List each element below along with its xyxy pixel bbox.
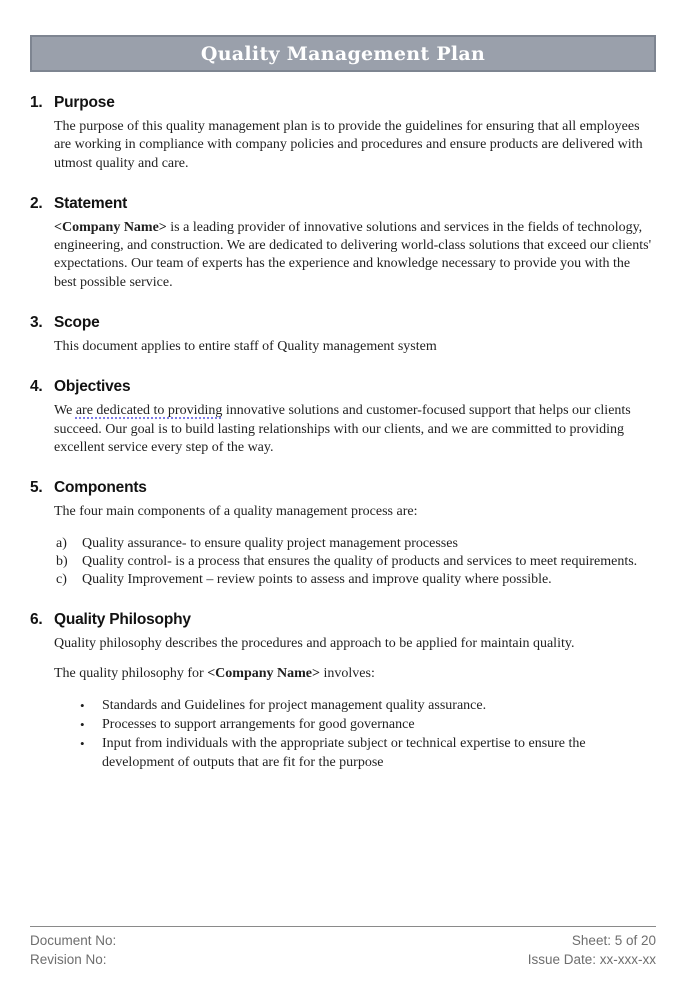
heading-number: 6. [30, 611, 43, 629]
paragraph [54, 219, 656, 292]
heading-label: Objectives [54, 378, 131, 396]
footer-row [30, 933, 656, 949]
paragraph: This document applies to entire staff of Quality management system [54, 339, 437, 355]
bullet-icon: • [80, 717, 85, 733]
revision-no-label: Revision No: [30, 952, 107, 967]
issue-date-label: Issue Date: xx-xxx-xx [527, 952, 656, 967]
bullet-list [80, 696, 656, 772]
paragraph-text: is a leading provider of innovative solutions and services in the fields of technology, engineering, and construction. We are dedicated to delivering world-class solutions that exceed our clients' expectations. Our team of experts has the experience and knowledge necessary to provide you with the best possible service. [54, 219, 652, 290]
heading-label: Statement [54, 194, 128, 212]
section-statement [30, 195, 656, 292]
heading-number: 1. [30, 94, 43, 111]
paragraph-text: We [54, 403, 76, 419]
section-components [30, 479, 656, 589]
list-item [56, 553, 656, 571]
list-item-text: Quality Improvement – review points to assess and improve quality where possible. [82, 572, 552, 588]
section-quality-philosophy [30, 611, 656, 772]
paragraph: The four main components of a quality management process are: [54, 504, 418, 520]
list-marker: c) [56, 572, 67, 588]
section-heading [30, 479, 656, 497]
section-scope [30, 314, 656, 356]
paragraph: The purpose of this quality management plan is to provide the guidelines for ensuring that all employees are working in compliance with company policies and procedures and ensure products are delivered with utmost quality and care. [54, 119, 643, 171]
list-item [56, 571, 656, 589]
company-name-placeholder: <Company Name> [207, 665, 320, 681]
section-heading [30, 314, 656, 332]
list-item-text: Quality assurance- to ensure quality project management processes [82, 535, 458, 551]
list-item-text: Standards and Guidelines for project management quality assurance. [102, 698, 487, 714]
heading-number: 4. [30, 378, 43, 396]
heading-label: Scope [54, 314, 100, 332]
paragraph: Quality philosophy describes the procedures and approach to be applied for maintain quality. [54, 636, 575, 652]
heading-label: Purpose [54, 94, 115, 111]
sheet-label: Sheet: 5 of 20 [571, 933, 656, 948]
list-marker: a) [56, 535, 67, 551]
list-marker: b) [56, 553, 68, 569]
list-item [80, 715, 656, 734]
bullet-icon: • [80, 736, 85, 752]
section-heading [30, 195, 656, 213]
page-footer [30, 926, 656, 968]
document-no-label: Document No: [30, 933, 117, 948]
list-item [80, 734, 656, 772]
document-title: Quality Management Plan [200, 42, 486, 65]
paragraph [54, 402, 656, 457]
section-heading [30, 94, 656, 112]
heading-number: 2. [30, 194, 43, 212]
footer-divider [30, 926, 656, 927]
company-name-placeholder: <Company Name> [54, 219, 167, 235]
list-item-text: Input from individuals with the appropriate subject or technical expertise to ensure the development of outputs that are fit for the purpose [102, 736, 586, 771]
heading-number: 3. [30, 314, 43, 332]
section-purpose [30, 94, 656, 173]
grammar-suggestion-underline: are dedicated to providing [75, 403, 223, 419]
list-item-text: Processes to support arrangements for good governance [102, 717, 415, 733]
title-banner [30, 35, 656, 72]
list-item [80, 696, 656, 715]
section-heading [30, 378, 656, 396]
heading-number: 5. [30, 479, 43, 497]
list-item [56, 535, 656, 553]
footer-row [30, 952, 656, 968]
heading-label: Components [54, 479, 147, 497]
paragraph [54, 665, 656, 683]
section-objectives [30, 378, 656, 457]
lettered-list [56, 535, 656, 590]
bullet-icon: • [80, 698, 85, 714]
paragraph-text: involves: [320, 665, 375, 681]
paragraph-text: innovative solutions and customer-focused support that helps our clients succeed. Our goal is to build lasting relationships with our clients, and we are committed to providing excellent service every step of the way. [54, 403, 631, 455]
list-item-text: Quality control- is a process that ensures the quality of products and services to meet requirements. [82, 553, 638, 569]
heading-label: Quality Philosophy [54, 611, 191, 629]
paragraph-text: The quality philosophy for [54, 665, 208, 681]
section-heading [30, 611, 656, 629]
document-body [30, 94, 656, 772]
